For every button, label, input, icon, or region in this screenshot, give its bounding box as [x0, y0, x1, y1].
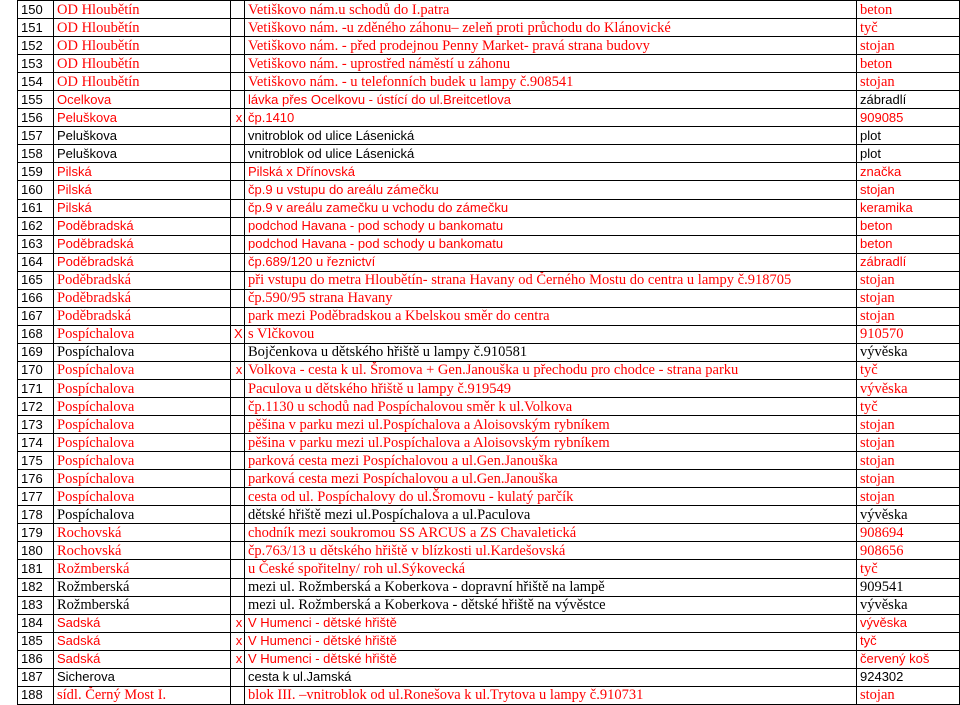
fixture-type-cell: beton [857, 235, 960, 253]
crossing-marker-cell [231, 271, 245, 289]
table-row [18, 19, 960, 37]
location-description-cell: mezi ul. Rožmberská a Koberkova - dětské hřiště na vývěstce [245, 596, 857, 614]
crossing-marker-cell [231, 1, 245, 19]
crossing-marker-cell [231, 578, 245, 596]
street-cell: Peluškova [54, 145, 231, 163]
fixture-type-cell: stojan [857, 271, 960, 289]
row-number-cell: 177 [18, 488, 54, 506]
fixture-type-cell: stojan [857, 434, 960, 452]
table-row [18, 127, 960, 145]
table-row [18, 37, 960, 55]
crossing-marker-cell [231, 542, 245, 560]
street-cell: Pospíchalova [54, 470, 231, 488]
row-number-cell: 161 [18, 199, 54, 217]
fixture-type-cell: 908656 [857, 542, 960, 560]
street-cell: Pospíchalova [54, 488, 231, 506]
crossing-marker-cell [231, 506, 245, 524]
crossing-marker-cell [231, 181, 245, 199]
location-description-cell: parková cesta mezi Pospíchalovou a ul.Gen.Janouška [245, 452, 857, 470]
street-cell: Pospíchalova [54, 506, 231, 524]
table-row [18, 668, 960, 686]
fixture-type-cell: zábradlí [857, 91, 960, 109]
location-description-cell: Vetiškovo nám. - u telefonních budek u lampy č.908541 [245, 73, 857, 91]
location-description-cell: V Humenci - dětské hřiště [245, 614, 857, 632]
fixture-type-cell: vývěska [857, 596, 960, 614]
crossing-marker-cell [231, 596, 245, 614]
table-row [18, 145, 960, 163]
fixture-type-cell: červený koš [857, 650, 960, 668]
street-cell: Pospíchalova [54, 434, 231, 452]
fixture-type-cell: stojan [857, 488, 960, 506]
crossing-marker-cell [231, 217, 245, 235]
crossing-marker-cell [231, 343, 245, 361]
location-description-cell: Vetiškovo nám. - před prodejnou Penny Market- pravá strana budovy [245, 37, 857, 55]
location-description-cell: čp.1130 u schodů nad Pospíchalovou směr k ul.Volkova [245, 398, 857, 416]
fixture-type-cell: beton [857, 55, 960, 73]
fixture-type-cell: plot [857, 145, 960, 163]
table-row [18, 91, 960, 109]
crossing-marker-cell [231, 163, 245, 181]
row-number-cell: 166 [18, 289, 54, 307]
table-row [18, 524, 960, 542]
row-number-cell: 165 [18, 271, 54, 289]
crossing-marker-cell [231, 398, 245, 416]
table-row [18, 325, 960, 343]
location-description-cell: čp.1410 [245, 109, 857, 127]
crossing-marker-cell [231, 91, 245, 109]
street-cell: Rochovská [54, 524, 231, 542]
location-description-cell: lávka přes Ocelkovu - ústící do ul.Breitcetlova [245, 91, 857, 109]
location-description-cell: blok III. –vnitroblok od ul.Ronešova k ul.Trytova u lampy č.910731 [245, 686, 857, 704]
location-description-cell: s Vlčkovou [245, 325, 857, 343]
street-cell: Pospíchalova [54, 379, 231, 397]
row-number-cell: 176 [18, 470, 54, 488]
fixture-type-cell: tyč [857, 19, 960, 37]
table-row [18, 289, 960, 307]
street-cell: Sadská [54, 632, 231, 650]
street-cell: Poděbradská [54, 307, 231, 325]
location-description-cell: V Humenci - dětské hřiště [245, 650, 857, 668]
table-row [18, 506, 960, 524]
location-description-cell: Vetiškovo nám. -u zděného záhonu– zeleň proti průchodu do Klánovické [245, 19, 857, 37]
location-description-cell: čp.763/13 u dětského hřiště v blízkosti ul.Kardešovská [245, 542, 857, 560]
fixture-type-cell: stojan [857, 416, 960, 434]
fixture-type-cell: tyč [857, 361, 960, 379]
fixture-type-cell: vývěska [857, 506, 960, 524]
street-cell: Pospíchalova [54, 398, 231, 416]
fixture-type-cell: stojan [857, 181, 960, 199]
fixture-type-cell: 910570 [857, 325, 960, 343]
crossing-marker-cell [231, 524, 245, 542]
table-body [18, 1, 960, 705]
location-description-cell: chodník mezi soukromou SS ARCUS a ZS Chavaletická [245, 524, 857, 542]
fixture-type-cell: 909541 [857, 578, 960, 596]
row-number-cell: 182 [18, 578, 54, 596]
crossing-marker-cell [231, 55, 245, 73]
row-number-cell: 187 [18, 668, 54, 686]
fixture-type-cell: 908694 [857, 524, 960, 542]
row-number-cell: 151 [18, 19, 54, 37]
fixture-type-cell: stojan [857, 289, 960, 307]
street-cell: OD Hloubětín [54, 37, 231, 55]
crossing-marker-cell [231, 37, 245, 55]
row-number-cell: 174 [18, 434, 54, 452]
row-number-cell: 152 [18, 37, 54, 55]
location-description-cell: cesta k ul.Jamská [245, 668, 857, 686]
fixture-type-cell: tyč [857, 560, 960, 578]
crossing-marker-cell: x [231, 632, 245, 650]
street-cell: Peluškova [54, 127, 231, 145]
location-description-cell: podchod Havana - pod schody u bankomatu [245, 235, 857, 253]
table-row [18, 488, 960, 506]
crossing-marker-cell: x [231, 361, 245, 379]
fixture-type-cell: stojan [857, 686, 960, 704]
crossing-marker-cell [231, 416, 245, 434]
crossing-marker-cell [231, 379, 245, 397]
table-row [18, 163, 960, 181]
row-number-cell: 175 [18, 452, 54, 470]
street-cell: Sadská [54, 650, 231, 668]
data-table [17, 0, 960, 705]
table-row [18, 434, 960, 452]
crossing-marker-cell [231, 452, 245, 470]
crossing-marker-cell: X [231, 325, 245, 343]
fixture-type-cell: 909085 [857, 109, 960, 127]
fixture-type-cell: značka [857, 163, 960, 181]
street-cell: Rochovská [54, 542, 231, 560]
row-number-cell: 157 [18, 127, 54, 145]
crossing-marker-cell [231, 73, 245, 91]
street-cell: Pospíchalova [54, 343, 231, 361]
crossing-marker-cell [231, 127, 245, 145]
row-number-cell: 162 [18, 217, 54, 235]
crossing-marker-cell [231, 488, 245, 506]
table-row [18, 307, 960, 325]
location-description-cell: u České spořitelny/ roh ul.Sýkovecká [245, 560, 857, 578]
table-row [18, 73, 960, 91]
street-cell: OD Hloubětín [54, 1, 231, 19]
street-cell: OD Hloubětín [54, 55, 231, 73]
crossing-marker-cell [231, 235, 245, 253]
table-row [18, 55, 960, 73]
location-description-cell: Vetiškovo nám. - uprostřed náměstí u záhonu [245, 55, 857, 73]
location-description-cell: čp.9 u vstupu do areálu zámečku [245, 181, 857, 199]
street-cell: OD Hloubětín [54, 19, 231, 37]
street-cell: Sadská [54, 614, 231, 632]
table-row [18, 199, 960, 217]
street-cell: Pilská [54, 181, 231, 199]
street-cell: Poděbradská [54, 235, 231, 253]
row-number-cell: 184 [18, 614, 54, 632]
street-cell: Peluškova [54, 109, 231, 127]
fixture-type-cell: stojan [857, 452, 960, 470]
table-row [18, 253, 960, 271]
fixture-type-cell: plot [857, 127, 960, 145]
row-number-cell: 154 [18, 73, 54, 91]
row-number-cell: 171 [18, 379, 54, 397]
row-number-cell: 178 [18, 506, 54, 524]
crossing-marker-cell [231, 199, 245, 217]
location-description-cell: Pilská x Dřínovská [245, 163, 857, 181]
crossing-marker-cell [231, 560, 245, 578]
location-description-cell: pěšina v parku mezi ul.Pospíchalova a Aloisovským rybníkem [245, 416, 857, 434]
crossing-marker-cell [231, 145, 245, 163]
street-cell: Poděbradská [54, 289, 231, 307]
row-number-cell: 188 [18, 686, 54, 704]
row-number-cell: 158 [18, 145, 54, 163]
row-number-cell: 160 [18, 181, 54, 199]
location-description-cell: při vstupu do metra Hloubětín- strana Havany od Černého Mostu do centra u lampy č.918705 [245, 271, 857, 289]
row-number-cell: 159 [18, 163, 54, 181]
fixture-type-cell: stojan [857, 73, 960, 91]
fixture-type-cell: zábradlí [857, 253, 960, 271]
street-cell: Pilská [54, 199, 231, 217]
street-cell: Poděbradská [54, 217, 231, 235]
table-row [18, 578, 960, 596]
row-number-cell: 183 [18, 596, 54, 614]
crossing-marker-cell [231, 686, 245, 704]
street-cell: Rožmberská [54, 596, 231, 614]
fixture-type-cell: stojan [857, 470, 960, 488]
table-row [18, 271, 960, 289]
street-cell: sídl. Černý Most I. [54, 686, 231, 704]
table-row [18, 1, 960, 19]
table-row [18, 614, 960, 632]
row-number-cell: 164 [18, 253, 54, 271]
table-row [18, 109, 960, 127]
crossing-marker-cell [231, 19, 245, 37]
row-number-cell: 150 [18, 1, 54, 19]
street-cell: Pospíchalova [54, 325, 231, 343]
location-description-cell: vnitroblok od ulice Lásenická [245, 127, 857, 145]
location-description-cell: V Humenci - dětské hřiště [245, 632, 857, 650]
table-row [18, 452, 960, 470]
street-cell: Pospíchalova [54, 416, 231, 434]
row-number-cell: 180 [18, 542, 54, 560]
fixture-type-cell: stojan [857, 307, 960, 325]
row-number-cell: 173 [18, 416, 54, 434]
row-number-cell: 168 [18, 325, 54, 343]
row-number-cell: 172 [18, 398, 54, 416]
table-row [18, 398, 960, 416]
table-row [18, 542, 960, 560]
location-description-cell: Vetiškovo nám.u schodů do I.patra [245, 1, 857, 19]
street-cell: OD Hloubětín [54, 73, 231, 91]
street-cell: Poděbradská [54, 271, 231, 289]
row-number-cell: 169 [18, 343, 54, 361]
crossing-marker-cell [231, 253, 245, 271]
fixture-type-cell: vývěska [857, 379, 960, 397]
location-description-cell: čp.689/120 u řeznictví [245, 253, 857, 271]
table-row [18, 560, 960, 578]
crossing-marker-cell [231, 434, 245, 452]
table-row [18, 632, 960, 650]
street-cell: Rožmberská [54, 578, 231, 596]
street-cell: Pospíchalova [54, 361, 231, 379]
fixture-type-cell: stojan [857, 37, 960, 55]
street-cell: Pilská [54, 163, 231, 181]
row-number-cell: 163 [18, 235, 54, 253]
table-row [18, 416, 960, 434]
table-row [18, 596, 960, 614]
fixture-type-cell: vývěska [857, 614, 960, 632]
fixture-type-cell: 924302 [857, 668, 960, 686]
row-number-cell: 156 [18, 109, 54, 127]
crossing-marker-cell: x [231, 650, 245, 668]
location-description-cell: čp.9 v areálu zamečku u vchodu do zámečku [245, 199, 857, 217]
location-description-cell: cesta od ul. Pospíchalovy do ul.Šromovu - kulatý parčík [245, 488, 857, 506]
location-description-cell: Paculova u dětského hřiště u lampy č.919549 [245, 379, 857, 397]
crossing-marker-cell [231, 470, 245, 488]
location-description-cell: podchod Havana - pod schody u bankomatu [245, 217, 857, 235]
table-row [18, 217, 960, 235]
fixture-type-cell: tyč [857, 632, 960, 650]
street-cell: Ocelkova [54, 91, 231, 109]
row-number-cell: 167 [18, 307, 54, 325]
location-description-cell: pěšina v parku mezi ul.Pospíchalova a Aloisovským rybníkem [245, 434, 857, 452]
fixture-type-cell: tyč [857, 398, 960, 416]
crossing-marker-cell: x [231, 109, 245, 127]
table-row [18, 361, 960, 379]
table-row [18, 379, 960, 397]
row-number-cell: 155 [18, 91, 54, 109]
table-row [18, 343, 960, 361]
location-description-cell: mezi ul. Rožmberská a Koberkova - dopravní hřiště na lampě [245, 578, 857, 596]
location-description-cell: park mezi Poděbradskou a Kbelskou směr do centra [245, 307, 857, 325]
crossing-marker-cell [231, 307, 245, 325]
crossing-marker-cell [231, 289, 245, 307]
location-description-cell: parková cesta mezi Pospíchalovou a ul.Gen.Janouška [245, 470, 857, 488]
fixture-type-cell: beton [857, 1, 960, 19]
table-row [18, 235, 960, 253]
row-number-cell: 181 [18, 560, 54, 578]
row-number-cell: 186 [18, 650, 54, 668]
table-row [18, 181, 960, 199]
row-number-cell: 153 [18, 55, 54, 73]
street-cell: Rožmberská [54, 560, 231, 578]
street-cell: Sicherova [54, 668, 231, 686]
location-description-cell: Volkova - cesta k ul. Šromova + Gen.Janouška u přechodu pro chodce - strana parku [245, 361, 857, 379]
street-cell: Pospíchalova [54, 452, 231, 470]
row-number-cell: 185 [18, 632, 54, 650]
fixture-type-cell: vývěska [857, 343, 960, 361]
table-row [18, 686, 960, 704]
crossing-marker-cell: x [231, 614, 245, 632]
row-number-cell: 170 [18, 361, 54, 379]
fixture-type-cell: beton [857, 217, 960, 235]
location-description-cell: vnitroblok od ulice Lásenická [245, 145, 857, 163]
location-description-cell: Bojčenkova u dětského hřiště u lampy č.910581 [245, 343, 857, 361]
table-row [18, 470, 960, 488]
row-number-cell: 179 [18, 524, 54, 542]
crossing-marker-cell [231, 668, 245, 686]
location-description-cell: čp.590/95 strana Havany [245, 289, 857, 307]
street-cell: Poděbradská [54, 253, 231, 271]
table-row [18, 650, 960, 668]
fixture-type-cell: keramika [857, 199, 960, 217]
location-description-cell: dětské hřiště mezi ul.Pospíchalova a ul.Paculova [245, 506, 857, 524]
